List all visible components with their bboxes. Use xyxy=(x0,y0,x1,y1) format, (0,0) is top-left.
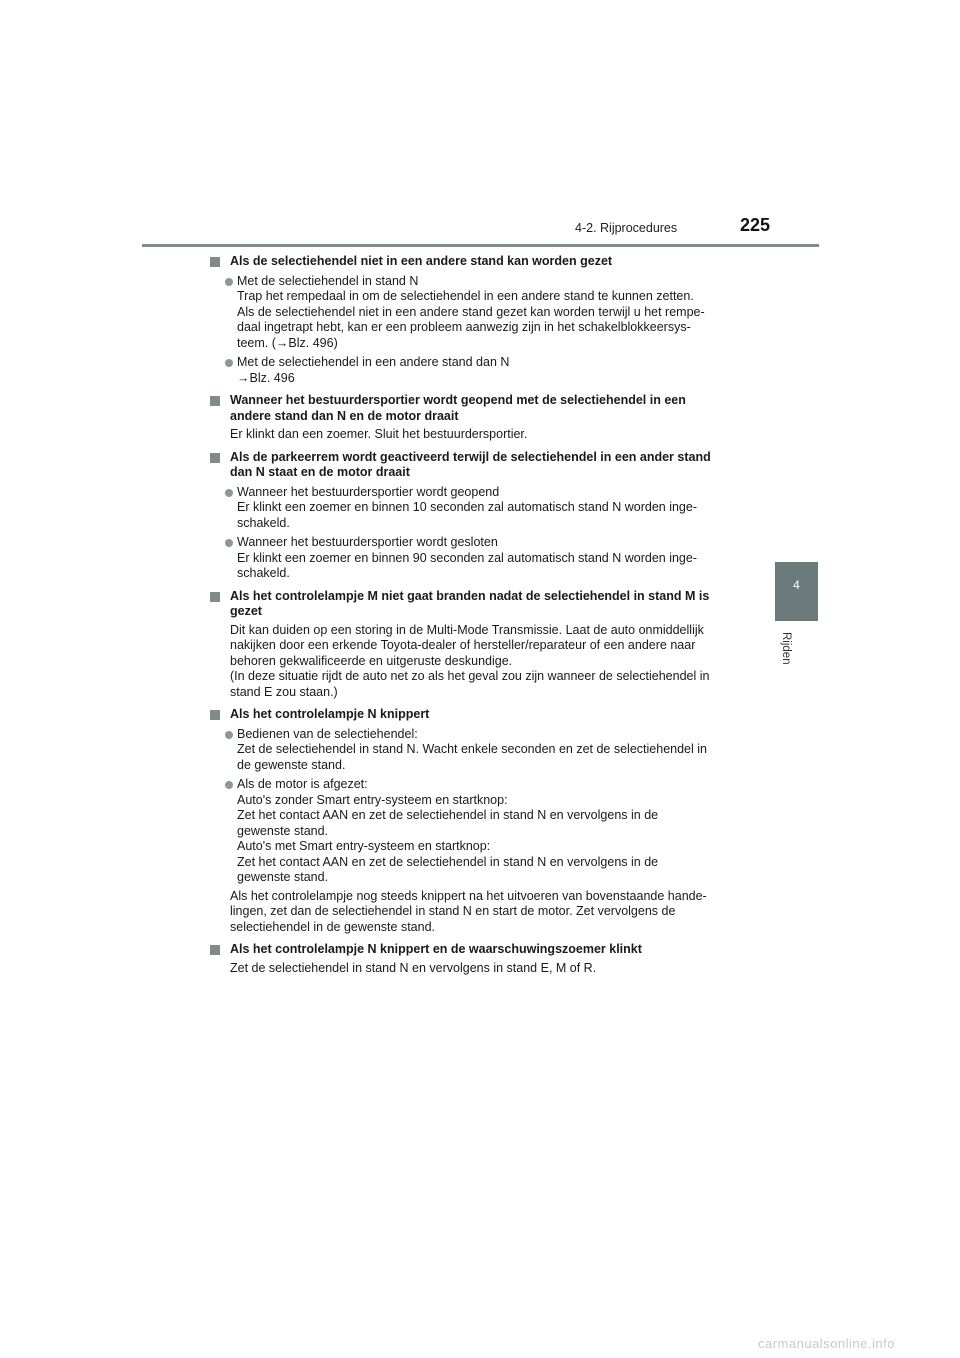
chapter-number: 4 xyxy=(793,578,800,592)
square-bullet-icon xyxy=(210,592,220,602)
heading-line: Als de parkeerrem wordt geactiveerd terwijl de selectiehendel in een ander stand xyxy=(230,449,711,464)
body-paragraph xyxy=(210,889,750,936)
circle-bullet-icon xyxy=(225,731,233,739)
bullet-line: →Blz. 496 xyxy=(237,370,295,385)
circle-bullet-icon xyxy=(225,278,233,286)
square-bullet-icon xyxy=(210,396,220,406)
bullet-line: gewenste stand. xyxy=(237,823,329,838)
paragraph-line: stand E zou staan.) xyxy=(230,684,338,699)
bullet-item xyxy=(210,485,750,532)
paragraph-line: Als het controlelampje nog steeds knippert na het uitvoeren van bovenstaande hande- xyxy=(230,888,707,903)
paragraph-line: (In deze situatie rijdt de auto net zo als het geval zou zijn wanneer de selectiehendel in xyxy=(230,669,710,683)
bullet-line: Trap het rempedaal in om de selectiehendel in een andere stand te kunnen zetten. xyxy=(237,289,694,303)
section-heading xyxy=(210,942,750,958)
bullet-line: Met de selectiehendel in stand N xyxy=(237,273,419,288)
section-heading xyxy=(210,707,750,723)
section-heading xyxy=(210,393,750,424)
circle-bullet-icon xyxy=(225,539,233,547)
bullet-line: Als de motor is afgezet: xyxy=(237,777,368,791)
chapter-label: Rijden xyxy=(780,632,792,665)
heading-line: Als het controlelampje N knippert xyxy=(230,707,430,721)
bullet-item xyxy=(210,274,750,352)
square-bullet-icon xyxy=(210,710,220,720)
header-rule xyxy=(142,244,819,247)
heading-line: Als de selectiehendel niet in een andere stand kan worden gezet xyxy=(230,254,613,268)
section-heading xyxy=(210,254,750,270)
bullet-line: daal ingetrapt hebt, kan er een probleem aanwezig zijn in het schakelblokkeersys- xyxy=(237,320,691,334)
bullet-line: Met de selectiehendel in een andere stand dan N xyxy=(237,355,510,369)
bullet-line: Auto's zonder Smart entry-systeem en startknop: xyxy=(237,792,508,807)
bullet-line: schakeld. xyxy=(237,566,290,580)
paragraph-line: selectiehendel in de gewenste stand. xyxy=(230,919,436,934)
bullet-line: Zet het contact AAN en zet de selectiehendel in stand N en vervolgens in de xyxy=(237,854,659,869)
paragraph-line: lingen, zet dan de selectiehendel in stand N en start de motor. Zet vervolgens de xyxy=(230,904,676,918)
heading-line: dan N staat en de motor draait xyxy=(230,465,410,479)
paragraph-line: Zet de selectiehendel in stand N en vervolgens in stand E, M of R. xyxy=(230,960,597,975)
square-bullet-icon xyxy=(210,945,220,955)
heading-line: andere stand dan N en de motor draait xyxy=(230,408,459,423)
bullet-line: teem. (→Blz. 496) xyxy=(237,335,338,350)
bullet-line: Zet de selectiehendel in stand N. Wacht enkele seconden en zet de selectiehendel in xyxy=(237,742,707,756)
bullet-line: gewenste stand. xyxy=(237,870,329,884)
bullet-item xyxy=(210,777,750,886)
heading-line: Als het controlelampje M niet gaat branden nadat de selectiehendel in stand M is xyxy=(230,588,710,603)
circle-bullet-icon xyxy=(225,359,233,367)
watermark: carmanualsonline.info xyxy=(758,1336,895,1351)
bullet-line: Wanneer het bestuurdersportier wordt gesloten xyxy=(237,535,498,549)
bullet-line: Er klinkt een zoemer en binnen 90 seconden zal automatisch stand N worden inge- xyxy=(237,550,697,565)
bullet-line: Auto's met Smart entry-systeem en startknop: xyxy=(237,839,491,853)
chapter-tab xyxy=(775,562,818,621)
square-bullet-icon xyxy=(210,257,220,267)
section-heading xyxy=(210,450,750,481)
heading-line: Als het controlelampje N knippert en de waarschuwingszoemer klinkt xyxy=(230,942,642,956)
paragraph-line: nakijken door een erkende Toyota-dealer of hersteller/reparateur of een andere naar xyxy=(230,638,696,652)
paragraph-line: behoren gekwalificeerde en uitgeruste deskundige. xyxy=(230,653,513,668)
bullet-item xyxy=(210,355,750,386)
section-heading xyxy=(210,589,750,620)
bullet-line: de gewenste stand. xyxy=(237,757,346,772)
page-content xyxy=(210,254,750,976)
bullet-item xyxy=(210,727,750,774)
bullet-line: Als de selectiehendel niet in een andere stand gezet kan worden terwijl u het rempe- xyxy=(237,304,705,319)
paragraph-line: Dit kan duiden op een storing in de Multi-Mode Transmissie. Laat de auto onmiddellijk xyxy=(230,622,704,637)
bullet-line: Bedienen van de selectiehendel: xyxy=(237,726,418,741)
bullet-line: Wanneer het bestuurdersportier wordt geopend xyxy=(237,484,500,499)
page-number: 225 xyxy=(740,215,771,235)
body-paragraph xyxy=(210,427,750,443)
body-paragraph xyxy=(210,623,750,701)
heading-line: gezet xyxy=(230,604,262,618)
page-header xyxy=(0,0,960,250)
bullet-line: schakeld. xyxy=(237,515,290,530)
bullet-item xyxy=(210,535,750,582)
circle-bullet-icon xyxy=(225,489,233,497)
body-paragraph xyxy=(210,961,750,977)
bullet-line: Er klinkt een zoemer en binnen 10 seconden zal automatisch stand N worden inge- xyxy=(237,500,697,514)
heading-line: Wanneer het bestuurdersportier wordt geopend met de selectiehendel in een xyxy=(230,393,686,407)
paragraph-line: Er klinkt dan een zoemer. Sluit het bestuurdersportier. xyxy=(230,427,528,441)
circle-bullet-icon xyxy=(225,781,233,789)
bullet-line: Zet het contact AAN en zet de selectiehendel in stand N en vervolgens in de xyxy=(237,808,659,822)
section-title: 4-2. Rijprocedures xyxy=(575,221,678,235)
square-bullet-icon xyxy=(210,453,220,463)
